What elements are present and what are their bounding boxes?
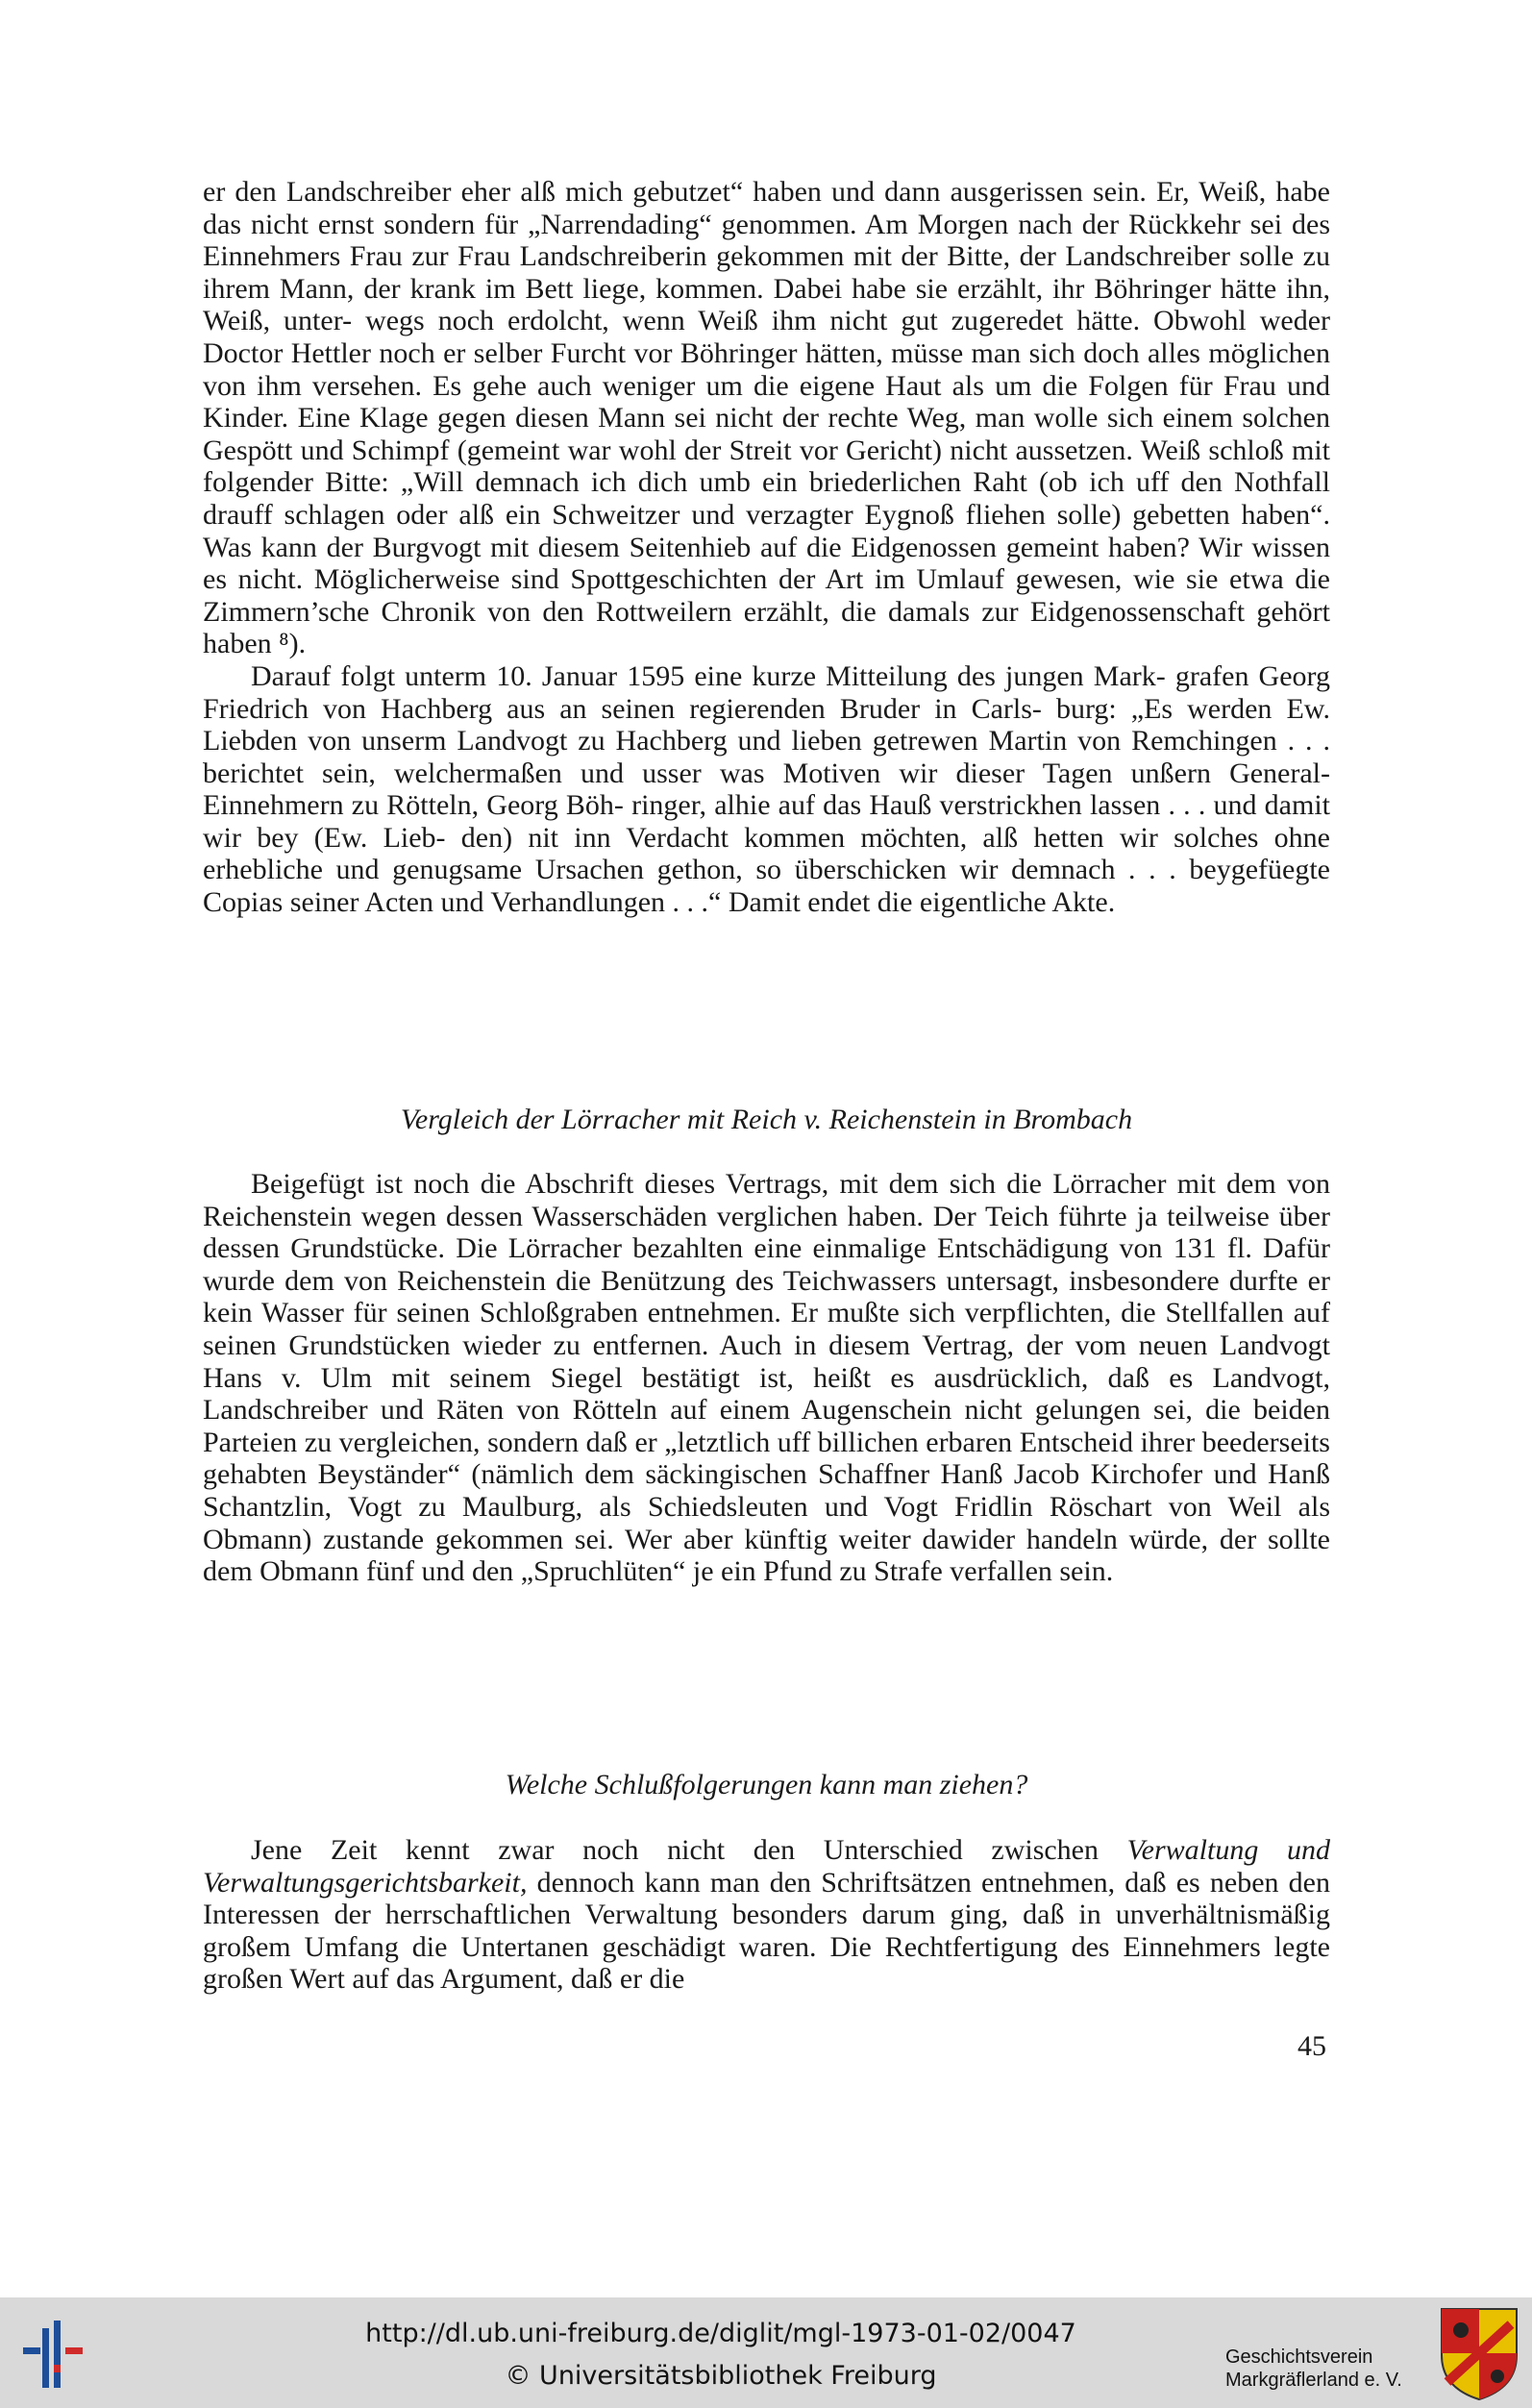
society-name-line: Geschichtsverein (1225, 2346, 1373, 2368)
paragraph-text: dennoch kann man den Schriftsätzen entnehmen, daß es neben den Interessen der herrschaftlichen Verwaltung besonders darum ging, daß in unverhältnismäßig großem Umfang die Untertanen geschädigt waren. Die Rechtfertigung des Einnehmers legte großen Wert auf das Argument, daß er die (203, 1866, 1330, 1996)
paragraph: Beigefügt ist noch die Abschrift dieses Vertrags, mit dem sich die Lörracher mit dem von Reichenstein wegen dessen Wasserschäden verglichen haben. Der Teich führte ja teilweise über dessen Grundstücke. Die Lörracher bezahlten eine einmalige Entschädigung von 131 fl. Dafür wurde dem von Reichenstein die Benützung des Teichwassers untersagt, insbesondere durfte er kein Wasser für seinen Schloßgraben entnehmen. Er mußte sich verpflichten, die Stellfallen auf seinen Grundstücken wieder zu entfernen. Auch in diesem Vertrag, der vom neuen Landvogt Hans v. Ulm mit seinem Siegel bestätigt ist, heißt es ausdrücklich, daß es Landvogt, Landschreiber und Räten von Rötteln auf einem Augenschein nicht gelungen sei, die beiden Parteien zu vergleichen, sondern daß er „letztlich uff billichen erbaren Entscheid ihrer beederseits gehabten Beyständer“ (nämlich dem säckingischen Schaffner Hanß Jacob Kirchofer und Hanß Schantzlin, Vogt zu Maulburg, als Schiedsleuten und Vogt Fridlin Röschart von Weil als Obmann) zustande gekommen sei. Wer aber künftig weiter dawider handeln würde, der sollte dem Obmann fünf und den „Spruchlüten“ je ein Pfund zu Strafe verfallen sein. (203, 1168, 1330, 1588)
page-number: 45 (1297, 2030, 1326, 2062)
paragraph: Darauf folgt unterm 10. Januar 1595 eine kurze Mitteilung des jungen Mark- grafen Georg Friedrich von Hachberg aus an seinen regierenden Bruder in Carls- burg: „Es werden Ew. Liebden von unserm Landvogt zu Hachberg und lieben getrewen Martin von Remchingen . . . berichtet sein, welchermaßen und usser was Motiven wir dieser Tagen unßern General-Einnehmern zu Rötteln, Georg Böh- ringer, alhie auf das Hauß verstrickhen lassen . . . und damit wir bey (Ew. Lieb- den) nit inn Verdacht kommen möchten, alß hetten wir solches ohne erhebliche und genugsame Ursachen gethon, so überschicken wir demnach . . . beygefüegte Copias seiner Acten und Verhandlungen . . .“ Damit endet die eigentliche Akte. (203, 659, 1330, 919)
footer-bar (0, 2297, 1532, 2408)
paragraph-text: Jene Zeit kennt zwar noch nicht den Unterschied zwischen (251, 1834, 1127, 1866)
society-name[interactable] (1225, 2346, 1437, 2392)
section-heading: Welche Schlußfolgerungen kann man ziehen? (505, 1769, 1028, 1800)
paragraph-italic-text: Verwaltung und Verwaltungsgerichtsbarkeit, (203, 1834, 1330, 1899)
paragraph (203, 1834, 1330, 1996)
body-text-middle (203, 1168, 1330, 1588)
section-heading: Vergleich der Lörracher mit Reich v. Reichenstein in Brombach (400, 1104, 1133, 1135)
paragraph: er den Landschreiber eher alß mich gebutzet“ haben und dann ausgerissen sein. Er, Weiß, habe das nicht ernst sondern für „Narrendading“ genommen. Am Morgen nach der Rückkehr sei des Einnehmers Frau zur Frau Landschreiberin gekommen mit der Bitte, der Landschreiber solle zu ihrem Mann, der krank im Bett liege, kommen. Dabei habe sie erzählt, ihr Böhringer hätte ihn, Weiß, unter- wegs noch erdolcht, wenn Weiß ihm nicht gut zugeredet hätte. Obwohl weder Doctor Hettler noch er selber Furcht vor Böhringer hätten, müsse man sich doch alles möglichen von ihm versehen. Es gehe auch weniger um die eigene Haut als um die Folgen für Frau und Kinder. Eine Klage gegen diesen Mann sei nicht der rechte Weg, man wolle sich einem solchen Gespött und Schimpf (gemeint war wohl der Streit vor Gericht) nicht aussetzen. Weiß schloß mit folgender Bitte: „Will demnach ich dich umb ein briederlichen Raht (ob ich uff den Nothfall drauff schlagen oder alß ein Schweitzer und verzagter Eygnoß fliehen solle) gebetten haben“. Was kann der Burgvogt mit diesem Seitenhieb auf die Eidgenossen gemeint haben? Wir wissen es nicht. Möglicherweise sind Spottgeschichten der Art im Umlauf gewesen, wie sie etwa die Zimmern’sche Chronik von den Rottweilern erzählt, die damals zur Eidgenossenschaft gehört haben ⁸). (203, 176, 1330, 660)
body-text-top (203, 176, 1330, 919)
body-text-bottom (203, 1834, 1330, 1996)
coat-of-arms-icon[interactable] (1438, 2305, 1520, 2401)
footer-copyright: © Universitätsbibliothek Freiburg (505, 2361, 937, 2391)
ub-freiburg-logo-icon[interactable] (13, 2321, 100, 2388)
footer-url-link[interactable]: http://dl.ub.uni-freiburg.de/diglit/mgl-1973-01-02/0047 (365, 2319, 1076, 2348)
society-name-line: Markgräflerland e. V. (1225, 2370, 1402, 2391)
